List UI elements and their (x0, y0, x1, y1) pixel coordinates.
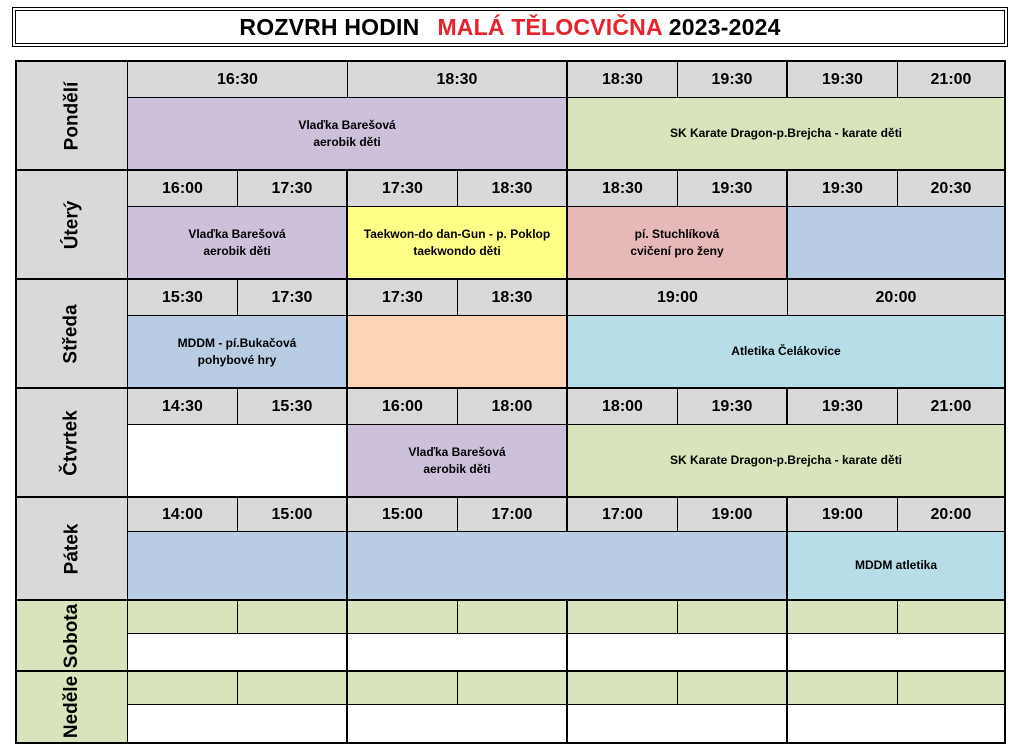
time-cell: 16:30 (128, 62, 348, 98)
time-cell: 20:30 (898, 171, 1004, 207)
activity-line2: aerobik děti (203, 243, 271, 258)
empty-cell (348, 672, 458, 705)
time-cell: 17:30 (238, 171, 348, 207)
activity-cell-empty (128, 425, 348, 498)
activity-line2: cvičení pro ženy (630, 243, 724, 258)
time-cell: 16:00 (128, 171, 238, 207)
time-cell: 17:30 (348, 171, 458, 207)
time-cell: 19:30 (678, 62, 788, 98)
time-cell: 17:00 (458, 498, 568, 532)
activity-line1: pí. Stuchlíková (634, 226, 720, 241)
empty-cell (128, 601, 238, 634)
title-part2: MALÁ TĚLOCVIČNA (437, 13, 663, 40)
activity-cell-empty (348, 532, 788, 601)
time-cell: 18:30 (348, 62, 568, 98)
time-cell: 15:00 (348, 498, 458, 532)
activity-cell (348, 425, 568, 498)
activity-cell (128, 316, 348, 389)
empty-cell (348, 705, 568, 742)
activity-cell (348, 207, 568, 280)
empty-cell (238, 601, 348, 634)
empty-cell (568, 705, 788, 742)
time-cell: 18:30 (458, 280, 568, 316)
activity-cell-empty (348, 316, 568, 389)
time-cell: 19:30 (788, 62, 898, 98)
time-cell: 14:00 (128, 498, 238, 532)
empty-cell (128, 705, 348, 742)
activity-line2: aerobik děti (313, 134, 381, 149)
activity-cell-empty (128, 532, 348, 601)
time-cell: 16:00 (348, 389, 458, 425)
activity-cell (568, 425, 1004, 498)
time-cell: 19:30 (678, 389, 788, 425)
empty-cell (678, 672, 788, 705)
empty-cell (568, 634, 788, 672)
time-cell: 18:30 (568, 171, 678, 207)
empty-cell (128, 634, 348, 672)
empty-cell (458, 672, 568, 705)
empty-cell (678, 601, 788, 634)
empty-cell (568, 672, 678, 705)
time-cell: 18:30 (568, 62, 678, 98)
time-cell: 18:30 (458, 171, 568, 207)
activity-line2: pohybové hry (197, 352, 277, 367)
activity-line1: Taekwon-do dan-Gun - p. Poklop (363, 226, 551, 241)
empty-cell (788, 672, 898, 705)
activity-line1: SK Karate Dragon-p.Brejcha - karate děti (669, 126, 903, 140)
time-cell: 14:30 (128, 389, 238, 425)
activity-cell (788, 532, 1004, 601)
empty-cell (898, 601, 1004, 634)
time-cell: 15:30 (238, 389, 348, 425)
activity-line1: Vlaďka Barešová (188, 226, 286, 241)
activity-line2: taekwondo děti (413, 243, 501, 258)
activity-line2: aerobik děti (423, 461, 491, 476)
activity-line1: MDDM - pí.Bukačová (177, 335, 297, 350)
empty-cell (788, 601, 898, 634)
schedule-table (15, 60, 1006, 744)
time-cell: 17:30 (238, 280, 348, 316)
activity-cell-empty (788, 207, 1004, 280)
empty-cell (128, 672, 238, 705)
activity-cell (568, 316, 1004, 389)
time-cell: 21:00 (898, 62, 1004, 98)
time-cell: 20:00 (898, 498, 1004, 532)
activity-line1: MDDM atletika (854, 558, 937, 572)
empty-cell (788, 634, 1004, 672)
day-label-wednesday: Středa (17, 280, 128, 389)
empty-cell (348, 601, 458, 634)
activity-cell (568, 207, 788, 280)
activity-cell (128, 207, 348, 280)
day-label-tuesday: Úterý (17, 171, 128, 280)
time-cell: 19:30 (788, 389, 898, 425)
time-cell: 17:00 (568, 498, 678, 532)
activity-line1: Vlaďka Barešová (408, 444, 506, 459)
time-cell: 19:00 (568, 280, 788, 316)
empty-cell (788, 705, 1004, 742)
day-label-thursday: Čtvrtek (17, 389, 128, 498)
day-label-friday: Pátek (17, 498, 128, 601)
time-cell: 20:00 (788, 280, 1004, 316)
activity-cell (128, 98, 568, 171)
title-part3: 2023-2024 (668, 13, 781, 40)
time-cell: 15:30 (128, 280, 238, 316)
empty-cell (348, 634, 568, 672)
activity-cell (568, 98, 1004, 171)
day-label-sunday: Neděle (17, 672, 128, 742)
day-label-saturday: Sobota (17, 601, 128, 672)
time-cell: 17:30 (348, 280, 458, 316)
empty-cell (458, 601, 568, 634)
activity-line1: Atletika Čelákovice (731, 344, 841, 358)
empty-cell (568, 601, 678, 634)
empty-cell (898, 672, 1004, 705)
day-label-monday: Pondělí (17, 62, 128, 171)
empty-cell (238, 672, 348, 705)
time-cell: 18:00 (458, 389, 568, 425)
time-cell: 21:00 (898, 389, 1004, 425)
time-cell: 19:00 (788, 498, 898, 532)
page-title (15, 10, 1005, 44)
time-cell: 19:30 (788, 171, 898, 207)
title-part1: ROZVRH HODIN (239, 13, 420, 40)
time-cell: 19:30 (678, 171, 788, 207)
time-cell: 15:00 (238, 498, 348, 532)
time-cell: 18:00 (568, 389, 678, 425)
activity-line1: SK Karate Dragon-p.Brejcha - karate děti (669, 453, 903, 467)
time-cell: 19:00 (678, 498, 788, 532)
activity-line1: Vlaďka Barešová (298, 117, 396, 132)
